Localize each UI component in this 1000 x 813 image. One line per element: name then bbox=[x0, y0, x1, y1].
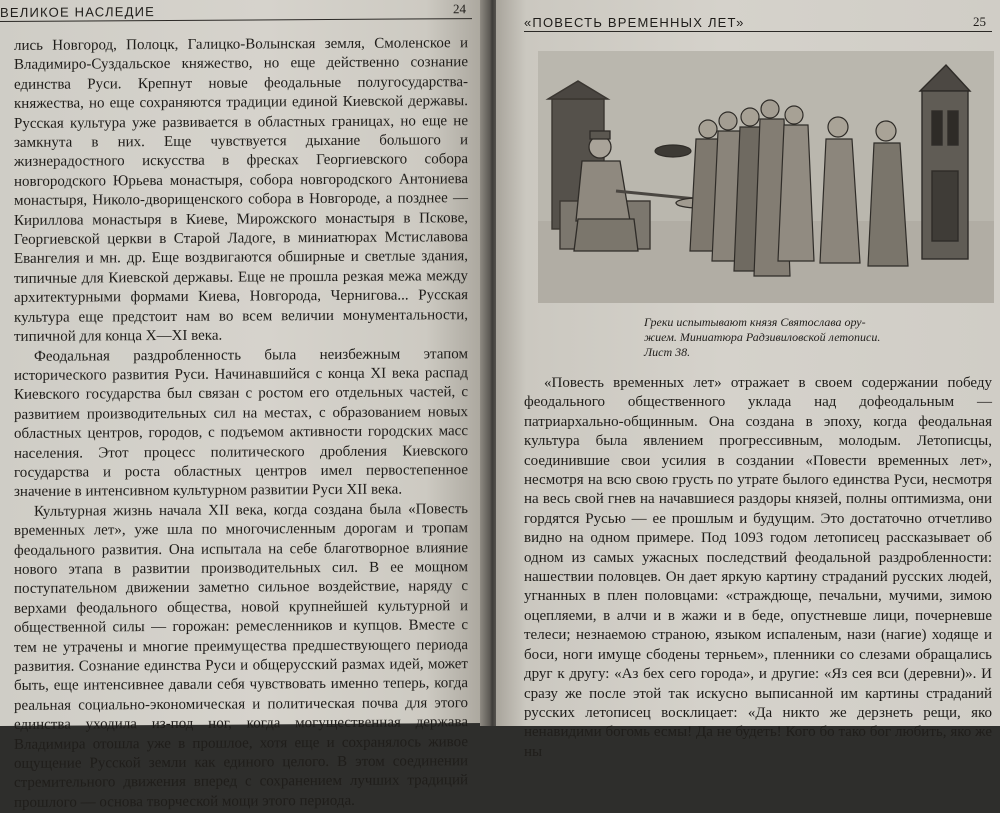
left-body-text bbox=[14, 34, 468, 813]
paragraph: Культурная жизнь начала XII века, когда создана была «Повесть временных лет», уже шла по многочисленным дорогам и тропам феодального развития. Она испытала на себе благотворное влияние нового этапа в развитии производительных сил. В ее мощном поступательном движении заметно сильное воздействие, наряду с верхами феодального общества, новой крупнейшей культурной и общественной силы — горожан: ремесленников и купцов. Вместе с тем не утрачены и многие преимущества предшествующего периода развития. Сознание единства Руси и общерусский размах идей, может быть, еще интенсивнее давали себя чувствовать именно теперь, когда реальная социально-экономическая и политическая почва для этого единства уходила из-под ног, когда могущественная держава Владимира отошла уже в прошлое, хотя еще и сохранялось живое ощущение Русской земли как единого целого. В этом соединении стремительного движения вперед с сохранением лучших традиций прошлого — основа творческой мощи этого периода. bbox=[14, 500, 468, 811]
paragraph: лись Новгород, Полоцк, Галицко-Волынская земля, Смоленское и Владимиро-Суздальское княжество, но еще действенно сознание единства Руси. Крепнут новые феодальные полугосударства-княжества, но еще сохраняются традиции единой Киевской державы. Русская культура уже развивается в областных границах, но еще не замкнута в них. Еще чувствуется дыхание большого и жизнерадостного искусства в фресках Георгиевского собора новгородского Юрьева монастыря, собора новгородского Антониева монастыря, Николо-дворищенского собора в Новгороде, а позднее — Кириллова монастыря в Киеве, Мирожского монастыря в Пскове, Георгиевской церкви в Старой Ладоге, в миниатюрах Мстиславова Евангелия и мн. др. Еще воздвигаются обширные и светлые здания, типичные для Киевской державы. Еще не прошла резкая межа между архитектурными формами Киева, Новгорода, Чернигова... Русская культура еще предстоит нам во всем величии монументальности, типичной для конца X—XI века. bbox=[14, 35, 468, 346]
miniature-drawing bbox=[538, 51, 994, 303]
left-page bbox=[0, 0, 484, 811]
building bbox=[920, 65, 970, 259]
paragraph: «Повесть временных лет» отражает в своем содержании победу феодального общественного уклада над дофеодальным — патриархально-общинным. Она создана в эпоху, когда феодальная культура была явлением прогрессивным, молодым. Летописцы, соединившие свои усилия в создании «Повести временных лет», несмотря на всю свою грусть по утрате былого единства Руси, несмотря на весь свой гнев на начавшиеся раздоры князей, полны оптимизма, они гордятся Русью — ее прошлым и будущим. Это достаточно отчетливо видно на одном примере. Под 1093 годом летописец рассказывает об одном из самых ужасных последствий феодальной раздробленности: нашествии половцев. Он дает яркую картину страданий русских людей, угнанных в плен половцами: «страждюще, печальни, мучими, зимою оцепляеми, в алчи и в жажи и в беде, опустневше лици, почерневше телеси; незнаемою страною, языком испаленым, нази (нагие) ходяще и боси, ноги имуще сбодены терньем», пленники со слезами обращались друг к другу: «Аз бех сего города», и другие: «Яз сея вси (деревни)». И сразу же после этой так искусно выписанной им картины страданий русских летописец восклицает: «Да никто же дерзнеть рещи, яко ненавидими богомь есмы! Да не будеть! Кого бо тако бог любить, яко же ны bbox=[524, 375, 992, 760]
miniature-illustration bbox=[538, 51, 994, 303]
right-body-text bbox=[524, 374, 992, 762]
running-head-right bbox=[524, 0, 992, 32]
figure-caption bbox=[644, 315, 988, 360]
page-number: 25 bbox=[973, 14, 986, 29]
caption-line: Лист 38. bbox=[644, 345, 691, 359]
running-head-left bbox=[0, 0, 472, 22]
caption-line: жием. Миниатюра Радзивиловской летописи. bbox=[644, 330, 881, 344]
caption-line: Греки испытывают князя Святослава ору- bbox=[644, 315, 866, 329]
running-head-title: «ПОВЕСТЬ ВРЕМЕННЫХ ЛЕТ» bbox=[524, 15, 745, 30]
page-number: 24 bbox=[453, 1, 466, 17]
right-page bbox=[496, 0, 1000, 760]
running-head-title: ВЕЛИКОЕ НАСЛЕДИЕ bbox=[0, 4, 155, 20]
paragraph: Феодальная раздробленность была неизбежным этапом исторического развития Руси. Начинавшийся с конца XI века распад Киевского государства был связан с ростом его отдельных частей, с развитием производительных сил на местах, с образованием новых областных центров, городов, с подъемом активности городских масс населения. Этот процесс политического дробления Киевского государства и роста областных центров имел первостепенное значение в интенсивном культурном развитии Руси XII века. bbox=[14, 345, 468, 501]
